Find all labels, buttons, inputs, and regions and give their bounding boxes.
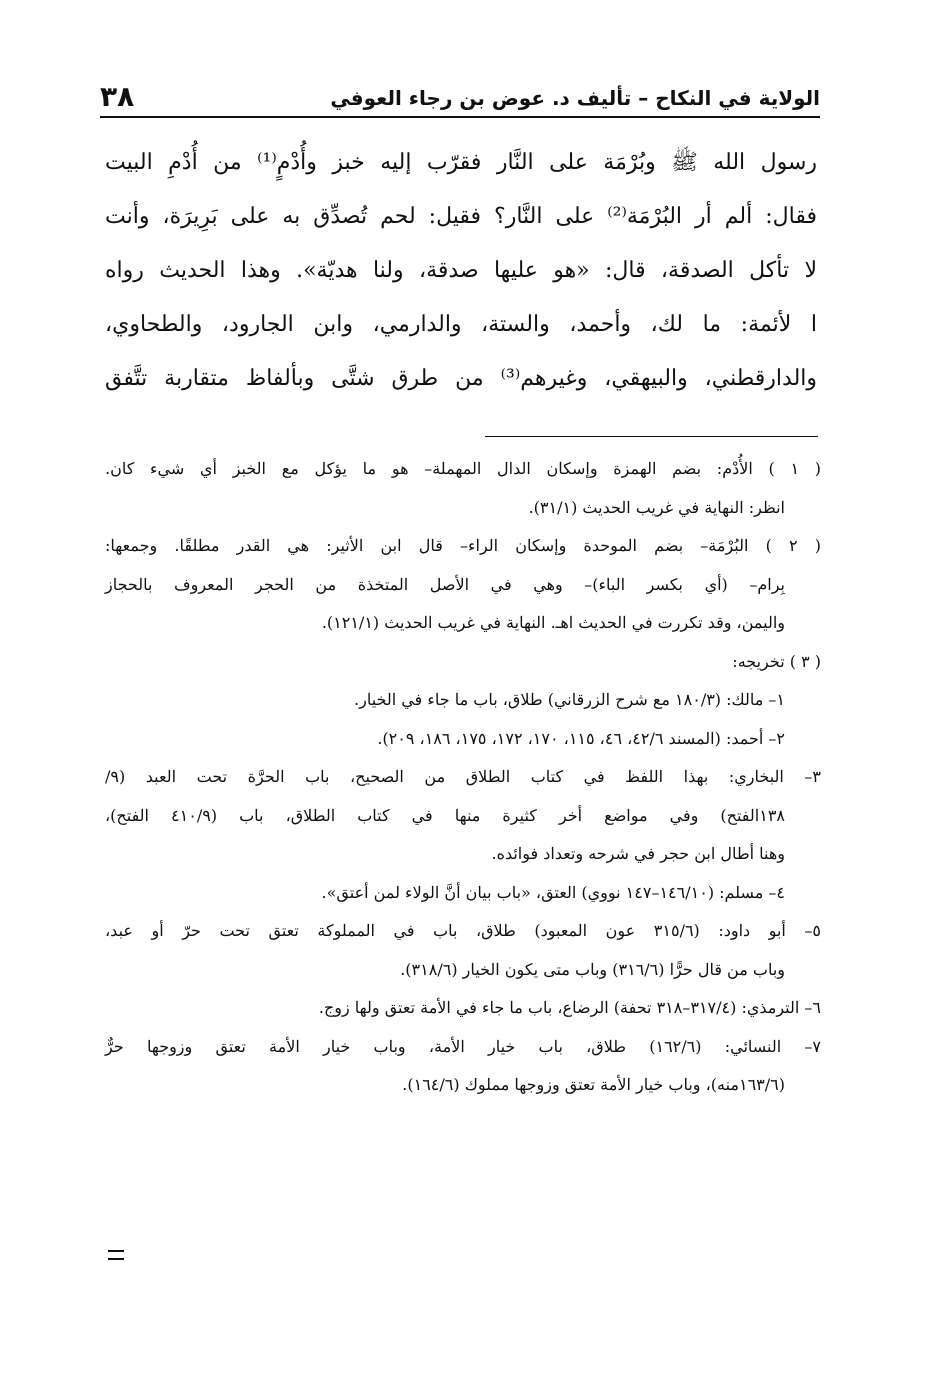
text-line: فقال: ألم أر البُرْمَة⁽²⁾ على النَّار؟ فقيل: لحم تُصدِّق به على بَرِيرَة، وأنت	[105, 204, 817, 229]
footnote-line: (١٦٣/٦منه)، وباب خيار الأمة تعتق وزوجها مملوك (١٦٤/٦).	[402, 1075, 785, 1094]
footnotes	[105, 450, 821, 1105]
main-text	[105, 136, 817, 406]
running-title: الولاية في النكاح – تأليف د. عوض بن رجاء العوفي	[330, 86, 820, 110]
footnote-line: ٢– أحمد: (المسند ٤٢/٦، ٤٦، ١١٥، ١٧٠، ١٧٢، ١٧٥، ١٨٦، ٢٠٩).	[377, 728, 785, 748]
footnote-line: ٧– النسائي: (١٦٢/٦) طلاق، باب خيار الأمة، وباب خيار الأمة تعتق وزوجها حرٌّ	[105, 1036, 822, 1056]
footnote-line: ١– مالك: (١٨٠/٣ مع شرح الزرقاني) طلاق، باب ما جاء في الخيار.	[354, 690, 785, 709]
page-number: ٣٨	[100, 80, 135, 113]
footnote-line: وباب من قال حرًّا (٣١٦/٦) وباب متى يكون الخيار (٣١٨/٦).	[400, 959, 785, 979]
footnote-line: ١٣٨الفتح) وفي مواضع أخر كثيرة منها في كتاب الطلاق، باب (٤١٠/٩ الفتح)،	[105, 805, 785, 825]
text-line: ا لأئمة: ما لك، وأحمد، والستة، والدارمي، وابن الجارود، والطحاوي،	[105, 312, 817, 337]
text-line: والدارقطني، والبيهقي، وغيرهم⁽³⁾ من طرق شتَّى وبألفاظ متقاربة تتَّفق	[105, 366, 818, 391]
footnote-line: ٥– أبو داود: (٣١٥/٦ عون المعبود) طلاق، باب في المملوكة تعتق تحت حرّ أو عبد،	[105, 921, 821, 940]
footnote-line: بِرام– (أي بكسر الباء)– وهي في الأصل المتخذة من الحجر المعروف بالحجاز	[105, 574, 785, 594]
footnote-line: ( ٢ ) البُرْمَة– بضم الموحدة وإسكان الراء– قال ابن الأثير: هي القدر مطلقًا. وجمعها:	[105, 536, 821, 555]
footnote-line: ( ١ ) الأُدْم: بضم الهمزة وإسكان الدال المهملة– هو ما يؤكل مع الخبز أي شيء كان.	[105, 459, 822, 478]
footnote-line: واليمن، وقد تكررت في الحديث اهـ. النهاية في غريب الحديث (١٢١/١).	[321, 613, 785, 632]
footnote-line: ٣– البخاري: بهذا اللفظ في كتاب الطلاق من الصحيح، باب الحرَّة تحت العبد (٩/	[105, 767, 821, 786]
text-line: لا تأكل الصدقة، قال: «هو عليها صدقة، ولنا هديّة». وهذا الحديث رواه	[105, 258, 817, 283]
footnote-line: وهنا أطال ابن حجر في شرحه وتعداد فوائده.	[491, 844, 785, 863]
text-line: رسول الله ﷺ وبُرْمَة على النَّار فقرّب إليه خبز وأُدْمٍ⁽¹⁾ من أُدْمِ البيت	[105, 150, 817, 175]
footnote-line: ( ٣ ) تخريجه:	[732, 651, 821, 671]
footnote-line: ٤– مسلم: (١٤٦/١٠–١٤٧ نووي) العتق، «باب بيان أنَّ الولاء لمن أعتق».	[321, 882, 785, 902]
running-header	[100, 82, 820, 118]
footnote-line: ٦– الترمذي: (٣١٧/٤–٣١٨ تحفة) الرضاع، باب ما جاء في الأمة تعتق ولها زوج.	[318, 998, 821, 1017]
end-of-page-mark	[108, 1250, 124, 1260]
footnote-line: انظر: النهاية في غريب الحديث (٣١/١).	[528, 497, 785, 517]
footnote-separator	[485, 436, 818, 437]
